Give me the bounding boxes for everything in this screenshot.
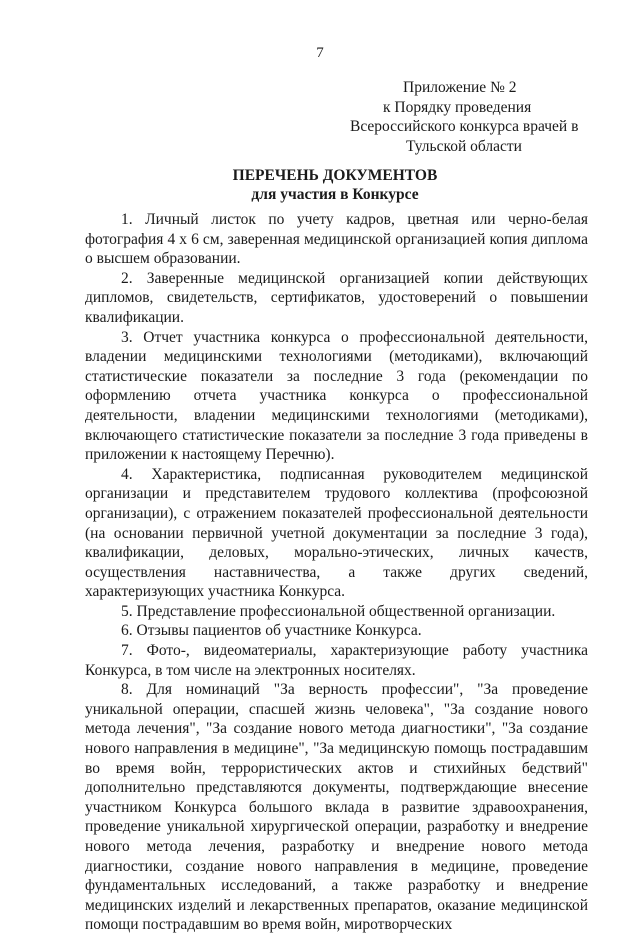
- title-line-2: для участия в Конкурсе: [251, 186, 419, 203]
- document-list: [85, 210, 588, 935]
- list-item: 5. Представление профессиональной общественной организации.: [121, 602, 556, 620]
- appendix-line-2: к Порядку проведения: [383, 98, 532, 116]
- appendix-line-3: Всероссийского конкурса врачей в: [350, 118, 579, 135]
- list-item: 8. Для номинаций "За верность профессии", "За проведение уникальной операции, спасшей жизнь человека", "За создание нового метода лечения", "За создание нового метода диагностики", "За создание нового направления в медицине", "За медицинскую помощь пострадавшим во время войн, террористических актов и стихийных бедствий" дополнительно представляются документы, подтверждающие внесение участником Конкурса большого вклада в развитие здравоохранения, проведение уникальной хирургической операции, разработку и внедрение нового метода лечения, разработку и внедрение нового метода диагностики, создание нового направления в медицине, проведение фундаментальных исследований, а также разработку и внедрение медицинских изделий и лекарственных препаратов, оказание медицинской помощи пострадавшим во время войн, миротворческих: [85, 681, 588, 934]
- list-item: 6. Отзывы пациентов об участнике Конкурса.: [121, 622, 422, 640]
- title-line-1: ПЕРЕЧЕНЬ ДОКУМЕНТОВ: [232, 167, 438, 184]
- list-item: 4. Характеристика, подписанная руководителем медицинской организации и представителем трудового коллектива (профсоюзной организации), с отражением показателей профессиональной деятельности (на основании первичной учетной документации за последние 3 года), квалификации, деловых, морально-этических, личных качеств, осуществления наставничества, а также других сведений, характеризующих участника Конкурса.: [85, 465, 588, 601]
- list-item: 7. Фото-, видеоматериалы, характеризующие работу участника Конкурса, в том числе на электронных носителях.: [85, 642, 588, 679]
- list-item: 1. Личный листок по учету кадров, цветная или черно-белая фотография 4 х 6 см, заверенная медицинской организацией копия диплома о высшем образовании.: [85, 211, 588, 268]
- appendix-line-4: Тульской области: [406, 137, 522, 155]
- appendix-line-1: Приложение № 2: [403, 79, 517, 96]
- list-item: 2. Заверенные медицинской организацией копии действующих дипломов, свидетельств, сертификатов, удостоверений о повышении квалификации.: [85, 269, 588, 326]
- appendix-header: [350, 78, 580, 156]
- document-title: [0, 166, 640, 204]
- list-item: 3. Отчет участника конкурса о профессиональной деятельности, владении медицинскими технологиями (методиками), включающий статистические показатели за последние 3 года (рекомендации по оформлению отчета участника конкурса о профессиональной деятельности, владении медицинскими технологиями (методиками), включающего статистические показатели за последние 3 года приведены в приложении к настоящему Перечню).: [85, 328, 588, 464]
- page-number: 7: [316, 45, 324, 61]
